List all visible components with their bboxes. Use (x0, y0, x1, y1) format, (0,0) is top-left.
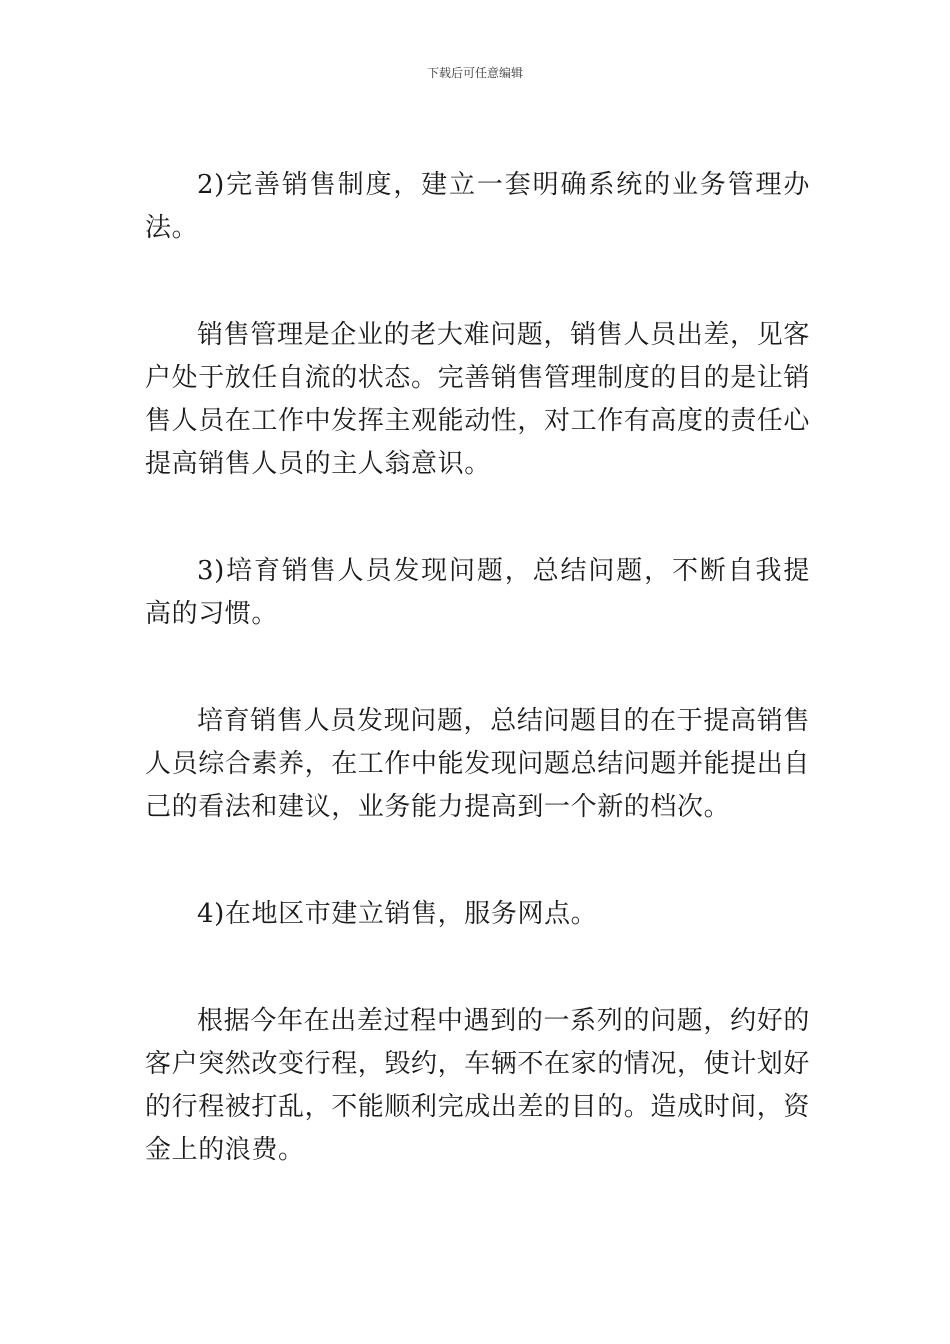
paragraph-sales-management: 销售管理是企业的老大难问题，销售人员出差，见客户处于放任自流的状态。完善销售管理制度的目的是让销售人员在工作中发挥主观能动性，对工作有高度的责任心提高销售人员的主人翁意识。 (145, 320, 811, 479)
paragraph-section-2-heading: 2)完善销售制度，建立一套明确系统的业务管理办法。 (145, 170, 810, 243)
paragraph-travel-problems: 根据今年在出差过程中遇到的一系列的问题，约好的客户突然改变行程，毁约，车辆不在家的情况，使计划好的行程被打乱，不能顺利完成出差的目的。造成时间，资金上的浪费。 (145, 1006, 811, 1165)
paragraph-section-3-heading: 3)培育销售人员发现问题，总结问题，不断自我提高的习惯。 (145, 556, 810, 629)
paragraph-training-purpose: 培育销售人员发现问题，总结问题目的在于提高销售人员综合素养，在工作中能发现问题总结问题并能提出自己的看法和建议，业务能力提高到一个新的档次。 (145, 706, 811, 822)
document-body (145, 164, 810, 1236)
page-header: 下载后可任意编辑 (426, 66, 523, 80)
paragraph-section-4-heading: 4)在地区市建立销售，服务网点。 (197, 899, 598, 929)
